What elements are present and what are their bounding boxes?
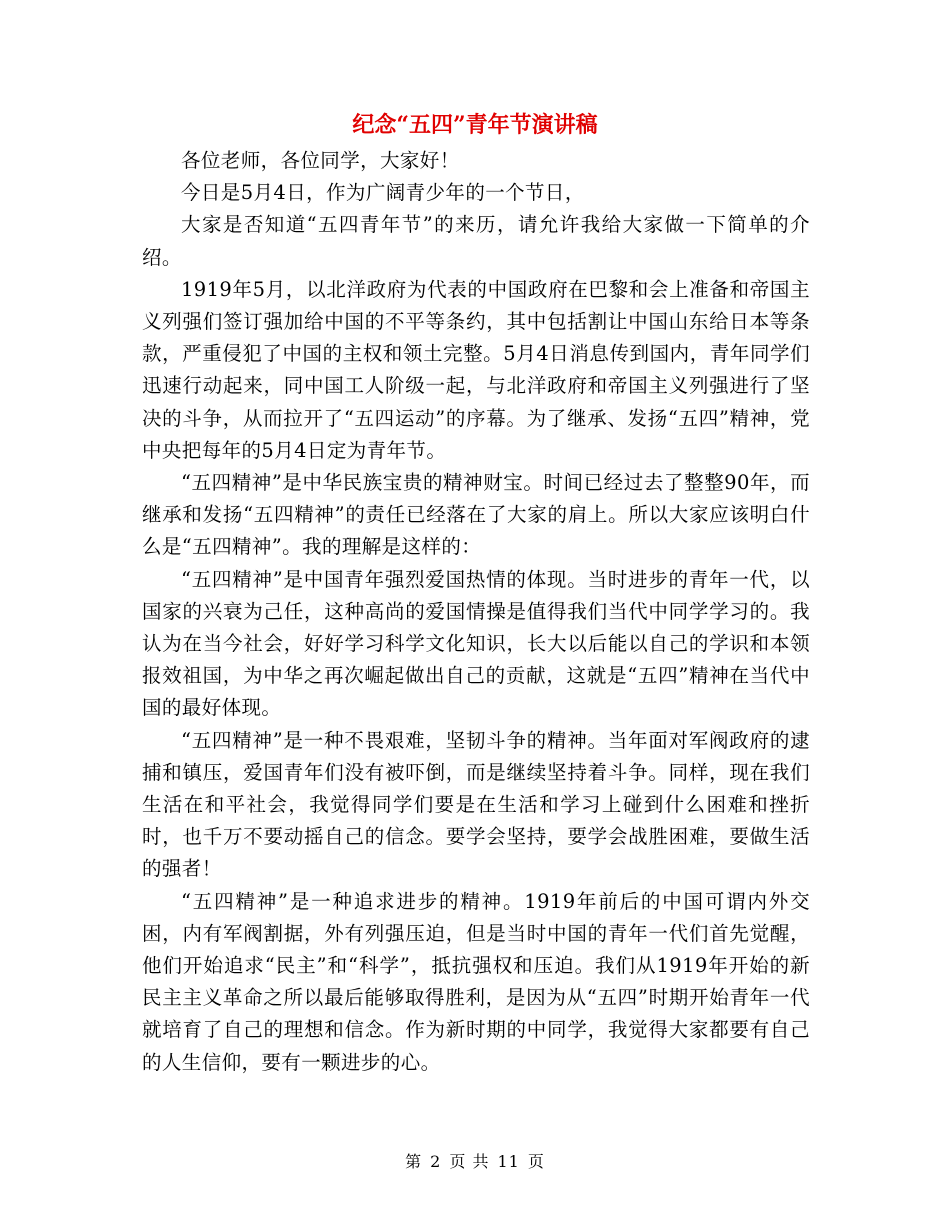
footer-page-number: 2	[430, 1152, 442, 1171]
page-footer	[0, 1150, 950, 1174]
footer-suffix: 页	[527, 1152, 545, 1171]
paragraph-intro: 大家是否知道“五四青年节”的来历，请允许我给大家做一下简单的介绍。	[142, 213, 810, 269]
speech-body	[142, 145, 810, 1079]
paragraph-history: 1919年5月，以北洋政府为代表的中国政府在巴黎和会上准备和帝国主义列强们签订强加给中国的不平等条约，其中包括割让中国山东给日本等条款，严重侵犯了中国的主权和领土完整。5月4日消息传到国内，青年同学们迅速行动起来，同中国工人阶级一起，与北洋政府和帝国主义列强进行了坚决的斗争，从而拉开了“五四运动”的序幕。为了继承、发扬“五四”精神，党中央把每年的5月4日定为青年节。	[142, 277, 810, 462]
paragraph-greeting: 各位老师，各位同学，大家好！	[181, 149, 460, 172]
paragraph-perseverance: “五四精神”是一种不畏艰难，坚韧斗争的精神。当年面对军阀政府的逮捕和镇压，爱国青年们没有被吓倒，而是继续坚持着斗争。同样，现在我们生活在和平社会，我觉得同学们要是在生活和学习上碰到什么困难和挫折时，也千万不要动摇自己的信念。要学会坚持，要学会战胜困难，要做生活的强者！	[142, 728, 810, 881]
page-title: 纪念“五四”青年节演讲稿	[352, 112, 598, 138]
footer-prefix: 第	[405, 1152, 423, 1171]
footer-total-pages: 11	[497, 1152, 520, 1171]
paragraph-progress: “五四精神”是一种追求进步的精神。1919年前后的中国可谓内外交困，内有军阀割据，外有列强压迫，但是当时中国的青年一代们首先觉醒，他们开始追求“民主”和“科学”，抵抗强权和压迫。我们从1919年开始的新民主主义革命之所以最后能够取得胜利，是因为从“五四”时期开始青年一代就培育了自己的理想和信念。作为新时期的中同学，我觉得大家都要有自己的人生信仰，要有一颗进步的心。	[142, 889, 810, 1074]
paragraph-spirit: “五四精神”是中华民族宝贵的精神财宝。时间已经过去了整整90年，而继承和发扬“五四精神”的责任已经落在了大家的肩上。所以大家应该明白什么是“五四精神”。我的理解是这样的：	[142, 471, 810, 559]
paragraph-date: 今日是5月4日，作为广阔青少年的一个节日，	[181, 181, 585, 205]
paragraph-patriotism: “五四精神”是中国青年强烈爱国热情的体现。当时进步的青年一代，以国家的兴衰为己任，这种高尚的爱国情操是值得我们当代中同学学习的。我认为在当今社会，好好学习科学文化知识，长大以后能以自己的学识和本领报效祖国，为中华之再次崛起做出自己的贡献，这就是“五四”精神在当代中国的最好体现。	[142, 567, 810, 720]
footer-middle: 页 共	[449, 1152, 490, 1171]
